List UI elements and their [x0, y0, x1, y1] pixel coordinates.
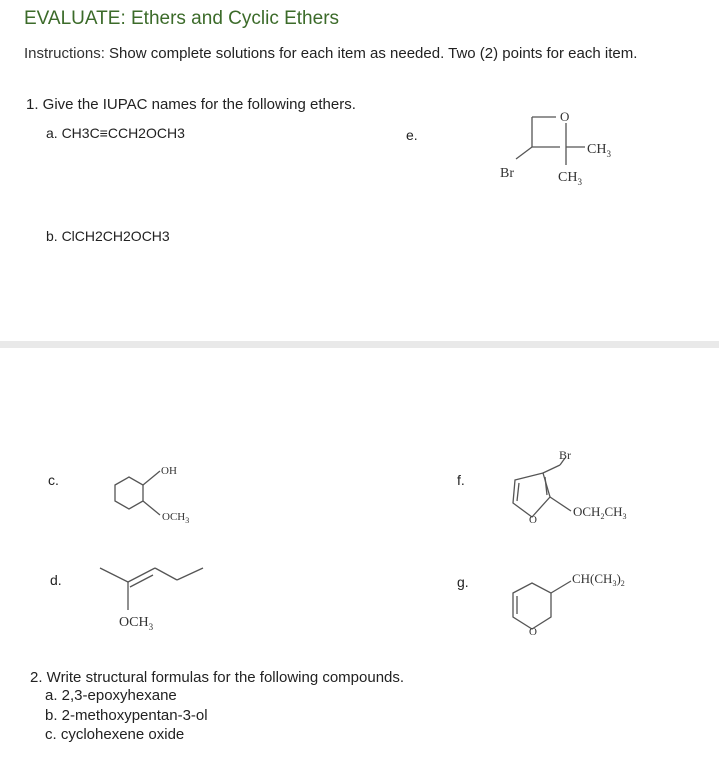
item-g-label: g.: [457, 574, 469, 590]
och2ch3-label: $OCH_2CH_3$: [573, 504, 627, 521]
page-divider: [0, 341, 719, 348]
structure-d: [95, 560, 225, 640]
question-2-prompt: 2. Write structural formulas for the following compounds.: [30, 669, 405, 686]
bond: [100, 568, 128, 582]
page-title: EVALUATE: Ethers and Cyclic Ethers: [24, 8, 340, 29]
oxygen-label: O: [529, 626, 537, 638]
br-label: Br: [500, 166, 514, 181]
bond: [143, 501, 160, 515]
item-b: b. ClCH2CH2OCH3: [46, 228, 170, 244]
item-a: a. CH3C≡CCH2OCH3: [46, 125, 185, 141]
q2-item-a: a. 2,3-epoxyhexane: [45, 687, 177, 704]
structure-f: [505, 445, 675, 535]
item-e-label: e.: [406, 127, 418, 143]
oh-label: OH: [161, 465, 177, 477]
question-1-prompt: 1. Give the IUPAC names for the following ethers.: [26, 96, 356, 113]
och3-label: $OCH_3$: [119, 615, 154, 632]
ch3-bottom-label: $CH_3$: [558, 170, 582, 187]
pyran-ring: [513, 583, 551, 629]
isopropyl-label: $CH(CH_3)_2$: [572, 571, 625, 588]
double-bond-inner: [517, 483, 519, 501]
instructions-text: Show complete solutions for each item as needed. Two (2) points for each item.: [104, 45, 638, 62]
item-d-label: d.: [50, 572, 62, 588]
bond: [143, 471, 160, 485]
bond: [155, 568, 177, 580]
oxygen-label: O: [560, 109, 570, 124]
ch3-right-label: $CH_3$: [587, 142, 611, 159]
q2-item-c: c. cyclohexene oxide: [45, 726, 185, 743]
structure-c: [105, 455, 225, 530]
och3-label: $OCH_3$: [162, 511, 190, 525]
bond: [516, 147, 532, 159]
structure-g: [505, 565, 675, 645]
double-bond: [128, 568, 155, 582]
instructions: [24, 44, 684, 63]
item-f-label: f.: [457, 472, 465, 488]
bond: [550, 497, 571, 511]
furan-ring: [513, 473, 550, 517]
bond: [177, 568, 203, 580]
instructions-label: Instructions:: [24, 45, 105, 62]
q2-item-b: b. 2-methoxypentan-3-ol: [45, 707, 208, 724]
oxygen-label: O: [529, 514, 537, 526]
br-label: Br: [559, 448, 571, 462]
structure-e: [490, 105, 650, 195]
double-bond-inner: [130, 575, 153, 587]
bond: [543, 465, 560, 473]
cyclohexane-ring: [115, 477, 143, 509]
bond: [551, 581, 571, 593]
item-c-label: c.: [48, 472, 59, 488]
